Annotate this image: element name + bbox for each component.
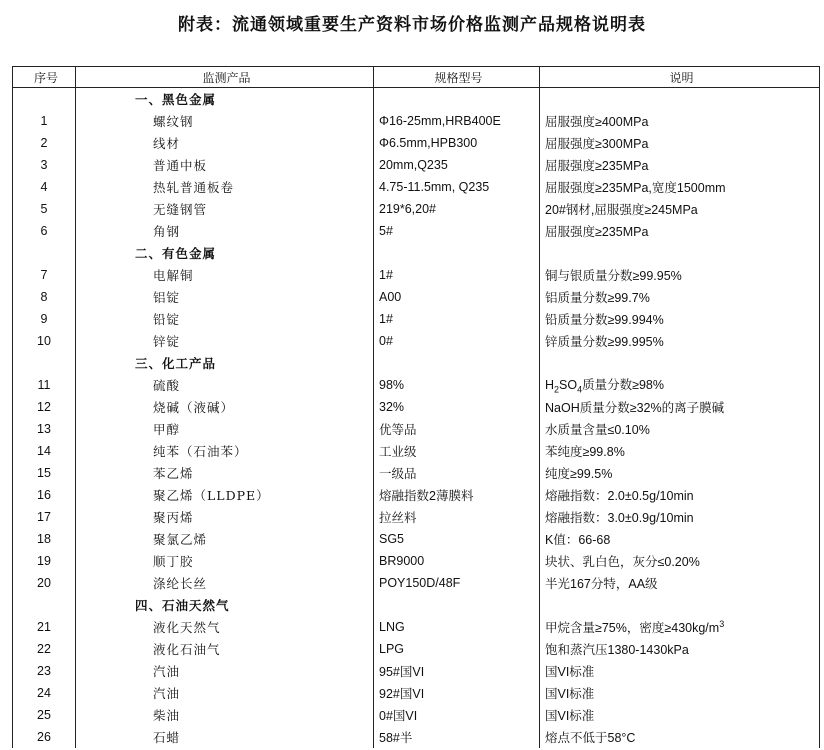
desc-text: 熔点不低于58°C xyxy=(545,731,636,745)
product-name: 角钢 xyxy=(76,220,374,242)
description xyxy=(540,132,820,154)
row-number: 10 xyxy=(13,330,76,352)
spec-value: 32% xyxy=(374,396,540,418)
spec-value: 20mm,Q235 xyxy=(374,154,540,176)
category-no xyxy=(13,352,76,374)
desc-text: 屈服强度≥400MPa xyxy=(545,115,649,129)
table-header-row xyxy=(13,67,820,88)
table-row xyxy=(13,110,820,132)
table-row xyxy=(13,264,820,286)
desc-text: 屈服强度≥235MPa xyxy=(545,225,649,239)
table-row xyxy=(13,396,820,418)
row-number: 7 xyxy=(13,264,76,286)
product-name: 聚氯乙烯 xyxy=(76,528,374,550)
description xyxy=(540,440,820,462)
description xyxy=(540,572,820,594)
spec-value: A00 xyxy=(374,286,540,308)
spec-value: SG5 xyxy=(374,528,540,550)
description xyxy=(540,154,820,176)
category-no xyxy=(13,88,76,111)
row-number: 20 xyxy=(13,572,76,594)
table-row xyxy=(13,616,820,638)
category-label: 二、有色金属 xyxy=(76,242,374,264)
table-row xyxy=(13,660,820,682)
desc-text: K值：66-68 xyxy=(545,533,611,547)
spec-value: 98% xyxy=(374,374,540,396)
spec-value: Φ16-25mm,HRB400E xyxy=(374,110,540,132)
product-name: 苯乙烯 xyxy=(76,462,374,484)
row-number: 5 xyxy=(13,198,76,220)
table-row xyxy=(13,638,820,660)
description xyxy=(540,704,820,726)
table-row xyxy=(13,330,820,352)
header-product: 监测产品 xyxy=(76,67,374,88)
spec-value: 1# xyxy=(374,308,540,330)
desc-text: 熔融指数：3.0±0.9g/10min xyxy=(545,511,694,525)
spec-value: 一级品 xyxy=(374,462,540,484)
table-row xyxy=(13,528,820,550)
product-name: 硫酸 xyxy=(76,374,374,396)
product-name: 铝锭 xyxy=(76,286,374,308)
desc-text: NaOH质量分数≥32%的离子膜碱 xyxy=(545,401,725,415)
product-name: 螺纹钢 xyxy=(76,110,374,132)
row-number: 6 xyxy=(13,220,76,242)
product-name: 石蜡 xyxy=(76,726,374,748)
description xyxy=(540,726,820,748)
desc-part: 甲烷含量≥75%，密度≥430kg/m xyxy=(545,621,720,635)
product-name: 甲醇 xyxy=(76,418,374,440)
product-name: 聚丙烯 xyxy=(76,506,374,528)
category-desc xyxy=(540,88,820,111)
product-name: 铅锭 xyxy=(76,308,374,330)
product-name: 顺丁胶 xyxy=(76,550,374,572)
row-number: 19 xyxy=(13,550,76,572)
spec-value: 95#国VI xyxy=(374,660,540,682)
table-body xyxy=(13,88,820,749)
product-name: 柴油 xyxy=(76,704,374,726)
spec-value: 58#半 xyxy=(374,726,540,748)
description xyxy=(540,176,820,198)
category-desc xyxy=(540,242,820,264)
spec-value: 4.75-11.5mm, Q235 xyxy=(374,176,540,198)
desc-text: 铜与银质量分数≥99.95% xyxy=(545,269,682,283)
spec-value: 优等品 xyxy=(374,418,540,440)
spec-value: 5# xyxy=(374,220,540,242)
product-name: 液化石油气 xyxy=(76,638,374,660)
description xyxy=(540,220,820,242)
desc-text: 纯度≥99.5% xyxy=(545,467,613,481)
category-label: 四、石油天然气 xyxy=(76,594,374,616)
category-label: 三、化工产品 xyxy=(76,352,374,374)
row-number: 11 xyxy=(13,374,76,396)
row-number: 22 xyxy=(13,638,76,660)
description xyxy=(540,198,820,220)
row-number: 8 xyxy=(13,286,76,308)
spec-value: BR9000 xyxy=(374,550,540,572)
description xyxy=(540,462,820,484)
spec-value: 1# xyxy=(374,264,540,286)
description xyxy=(540,286,820,308)
desc-subscript: 4 xyxy=(577,384,583,395)
desc-part: H xyxy=(545,378,555,393)
desc-text: 屈服强度≥235MPa xyxy=(545,159,649,173)
desc-text: 熔融指数：2.0±0.5g/10min xyxy=(545,489,694,503)
desc-text: 饱和蒸汽压1380-1430kPa xyxy=(545,643,689,657)
spec-value: 219*6,20# xyxy=(374,198,540,220)
row-number: 24 xyxy=(13,682,76,704)
category-row xyxy=(13,352,820,374)
spec-value: 工业级 xyxy=(374,440,540,462)
description xyxy=(540,528,820,550)
product-name: 普通中板 xyxy=(76,154,374,176)
desc-part: 质量分数≥98% xyxy=(582,378,665,393)
category-spec xyxy=(374,242,540,264)
product-name: 汽油 xyxy=(76,682,374,704)
description xyxy=(540,418,820,440)
header-spec: 规格型号 xyxy=(374,67,540,88)
desc-text: 国VI标准 xyxy=(545,687,595,701)
description xyxy=(540,264,820,286)
product-name: 涤纶长丝 xyxy=(76,572,374,594)
product-name: 电解铜 xyxy=(76,264,374,286)
description xyxy=(540,638,820,660)
spec-value: 0# xyxy=(374,330,540,352)
table-row xyxy=(13,176,820,198)
row-number: 3 xyxy=(13,154,76,176)
description xyxy=(540,660,820,682)
desc-text: 半光167分特，AA级 xyxy=(545,577,658,591)
desc-text: 屈服强度≥235MPa,宽度1500mm xyxy=(545,181,726,195)
category-spec xyxy=(374,594,540,616)
description xyxy=(540,616,820,638)
description xyxy=(540,550,820,572)
table-row xyxy=(13,286,820,308)
row-number: 13 xyxy=(13,418,76,440)
spec-value: 熔融指数2薄膜料 xyxy=(374,484,540,506)
product-name: 汽油 xyxy=(76,660,374,682)
table-row xyxy=(13,154,820,176)
table-row xyxy=(13,198,820,220)
table-row xyxy=(13,132,820,154)
description xyxy=(540,396,820,418)
category-no xyxy=(13,242,76,264)
table-row xyxy=(13,418,820,440)
desc-text: 铝质量分数≥99.7% xyxy=(545,291,650,305)
category-spec xyxy=(374,352,540,374)
desc-text: 屈服强度≥300MPa xyxy=(545,137,649,151)
table-row xyxy=(13,462,820,484)
spec-value: 92#国VI xyxy=(374,682,540,704)
table-row xyxy=(13,440,820,462)
row-number: 12 xyxy=(13,396,76,418)
category-no xyxy=(13,594,76,616)
desc-text: 水质量含量≤0.10% xyxy=(545,423,650,437)
table-row xyxy=(13,572,820,594)
desc-text: 苯纯度≥99.8% xyxy=(545,445,625,459)
row-number: 4 xyxy=(13,176,76,198)
spec-value: LNG xyxy=(374,616,540,638)
header-desc: 说明 xyxy=(540,67,820,88)
category-desc xyxy=(540,594,820,616)
row-number: 17 xyxy=(13,506,76,528)
desc-text: 国VI标准 xyxy=(545,665,595,679)
row-number: 23 xyxy=(13,660,76,682)
spec-value: LPG xyxy=(374,638,540,660)
product-name: 热轧普通板卷 xyxy=(76,176,374,198)
table-row xyxy=(13,374,820,396)
description xyxy=(540,682,820,704)
spec-value: 拉丝料 xyxy=(374,506,540,528)
spec-value: Φ6.5mm,HPB300 xyxy=(374,132,540,154)
row-number: 2 xyxy=(13,132,76,154)
table-row xyxy=(13,682,820,704)
desc-text: 块状、乳白色，灰分≤0.20% xyxy=(545,555,700,569)
desc-part: SO xyxy=(559,378,578,393)
description xyxy=(540,506,820,528)
product-name: 线材 xyxy=(76,132,374,154)
product-name: 无缝钢管 xyxy=(76,198,374,220)
table-row xyxy=(13,704,820,726)
category-row xyxy=(13,242,820,264)
category-desc xyxy=(540,352,820,374)
row-number: 1 xyxy=(13,110,76,132)
table-row xyxy=(13,726,820,748)
row-number: 15 xyxy=(13,462,76,484)
table-row xyxy=(13,506,820,528)
category-label: 一、黑色金属 xyxy=(76,88,374,111)
category-row xyxy=(13,88,820,111)
description xyxy=(540,484,820,506)
page-title: 附表：流通领域重要生产资料市场价格监测产品规格说明表 xyxy=(178,15,646,35)
row-number: 25 xyxy=(13,704,76,726)
desc-text: 20#钢材,屈服强度≥245MPa xyxy=(545,203,698,217)
desc-superscript: 3 xyxy=(719,618,725,629)
product-name: 烧碱（液碱） xyxy=(76,396,374,418)
header-no: 序号 xyxy=(13,67,76,88)
row-number: 16 xyxy=(13,484,76,506)
row-number: 26 xyxy=(13,726,76,748)
table-row xyxy=(13,484,820,506)
description xyxy=(540,308,820,330)
product-name: 聚乙烯（LLDPE） xyxy=(76,484,374,506)
desc-text: 锌质量分数≥99.995% xyxy=(545,335,664,349)
row-number: 9 xyxy=(13,308,76,330)
product-name: 液化天然气 xyxy=(76,616,374,638)
row-number: 14 xyxy=(13,440,76,462)
product-name: 锌锭 xyxy=(76,330,374,352)
category-row xyxy=(13,594,820,616)
spec-value: 0#国VI xyxy=(374,704,540,726)
table-row xyxy=(13,308,820,330)
row-number: 21 xyxy=(13,616,76,638)
row-number: 18 xyxy=(13,528,76,550)
desc-subscript: 2 xyxy=(554,384,560,395)
product-name: 纯苯（石油苯） xyxy=(76,440,374,462)
description xyxy=(540,374,820,396)
description xyxy=(540,330,820,352)
description xyxy=(540,110,820,132)
spec-table xyxy=(12,66,820,748)
table-row xyxy=(13,220,820,242)
desc-text: 国VI标准 xyxy=(545,709,595,723)
spec-value: POY150D/48F xyxy=(374,572,540,594)
category-spec xyxy=(374,88,540,111)
table-row xyxy=(13,550,820,572)
desc-text: 铅质量分数≥99.994% xyxy=(545,313,664,327)
